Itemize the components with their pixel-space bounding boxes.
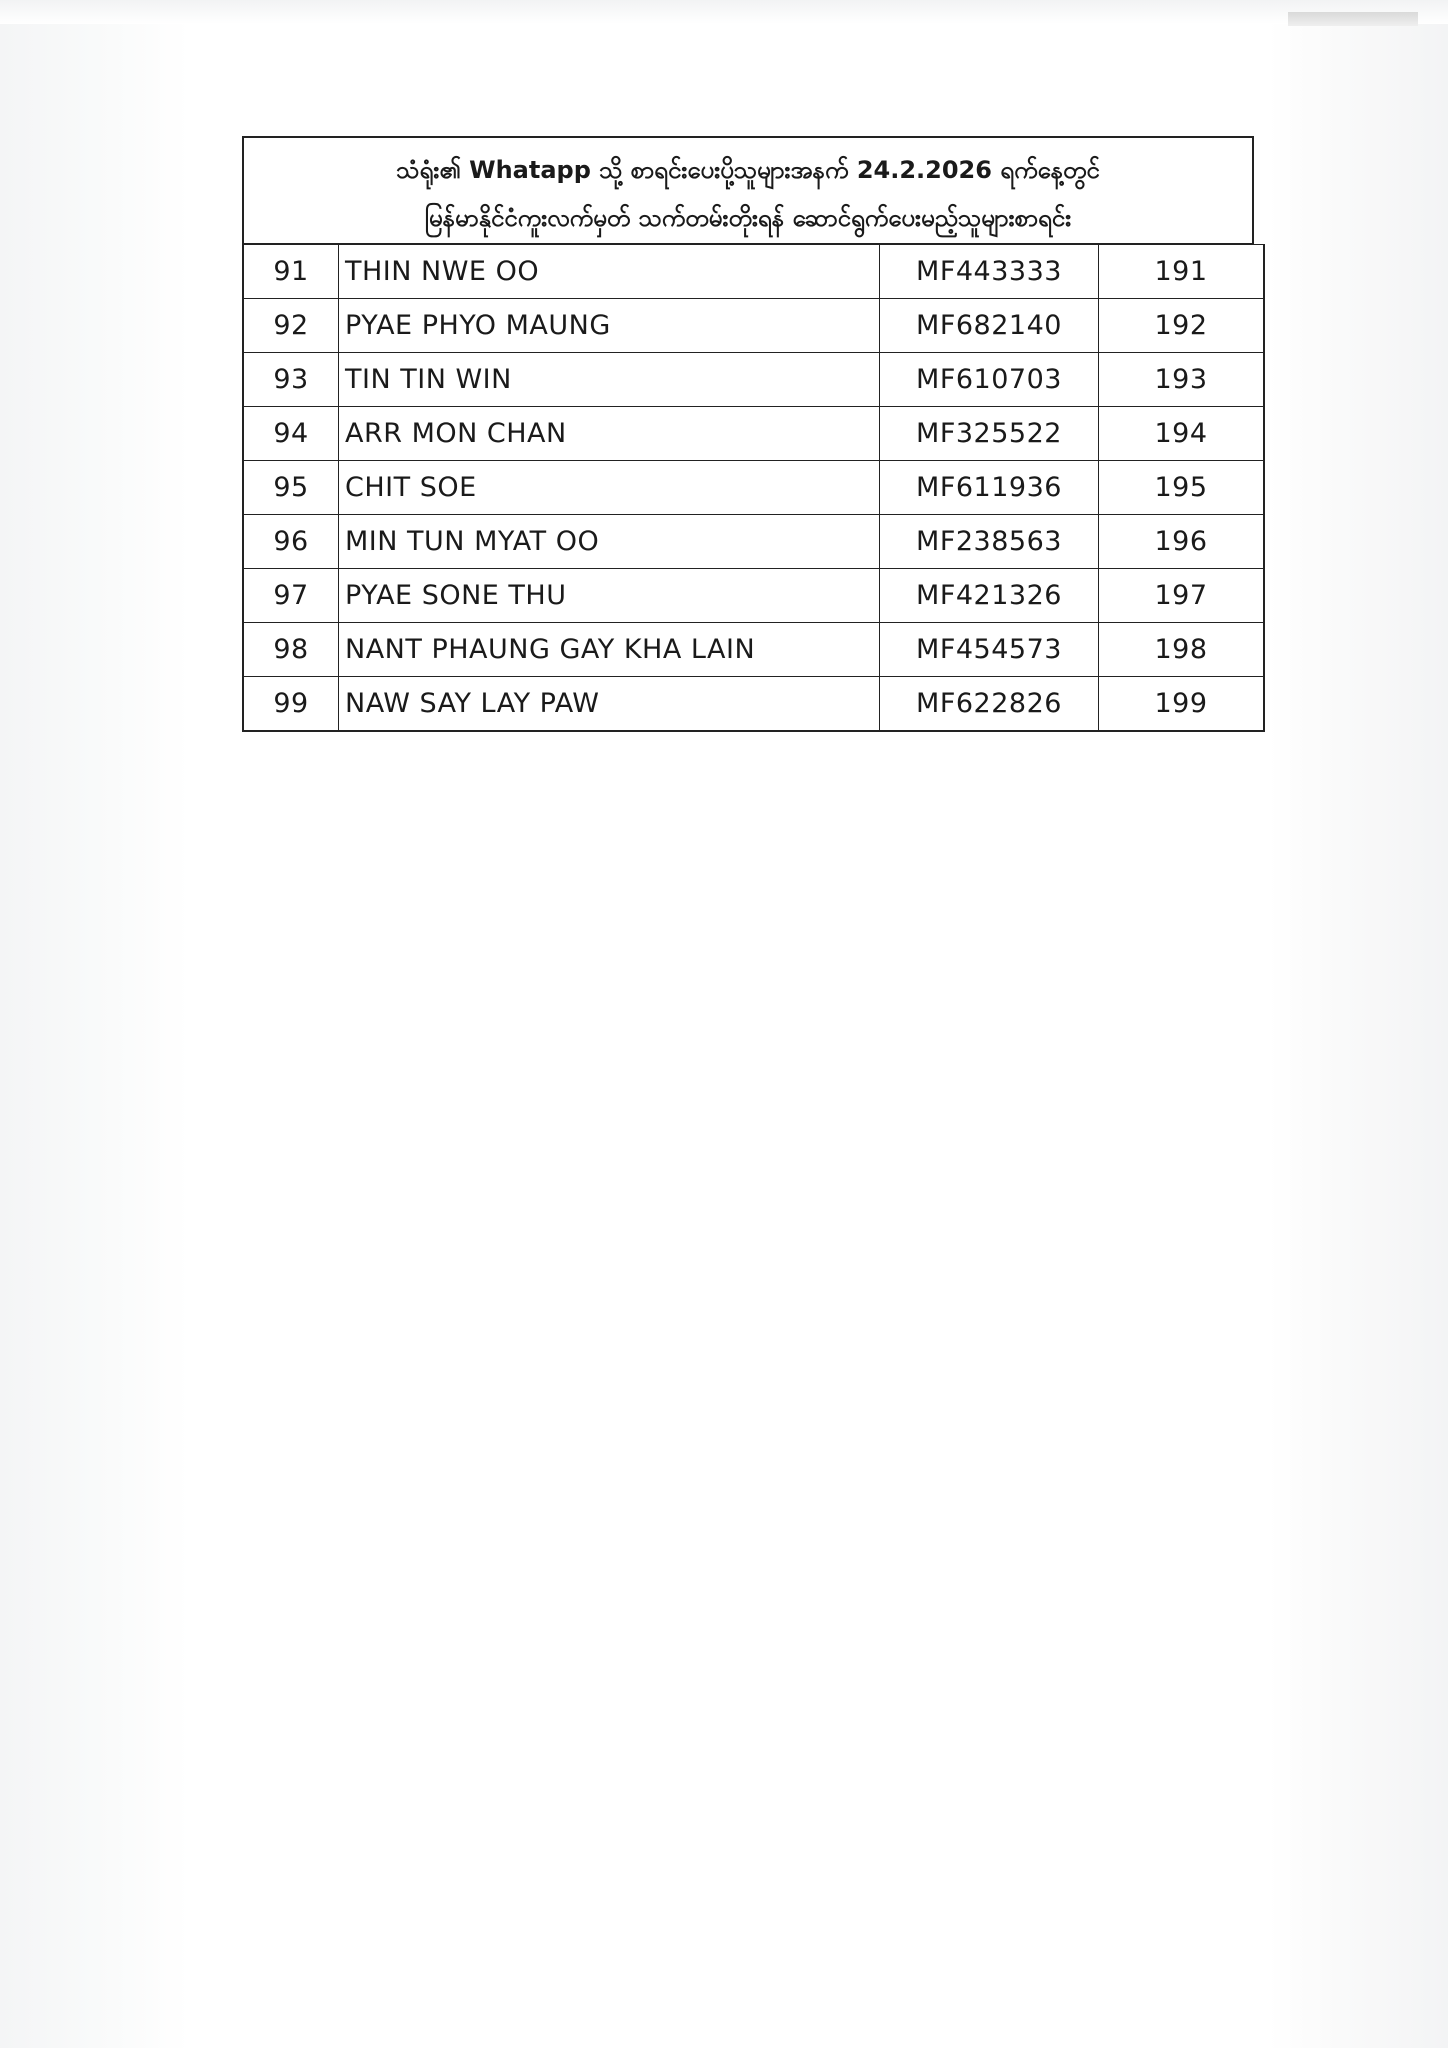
table-row (243, 299, 1264, 353)
name-cell: THIN NWE OO (339, 245, 880, 299)
title-line-2: မြန်မာနိုင်ငံကူးလက်မှတ် သက်တမ်းတိုးရန် ဆောင်ရွက်ပေးမည့်သူများစာရင်း (424, 204, 1072, 232)
roster-table (242, 244, 1265, 732)
table-row (243, 677, 1264, 732)
sequence-number-cell: 192 (1099, 299, 1265, 353)
sequence-number-cell: 196 (1099, 515, 1265, 569)
row-number-cell: 94 (243, 407, 339, 461)
name-cell: MIN TUN MYAT OO (339, 515, 880, 569)
sequence-number-cell: 191 (1099, 245, 1265, 299)
sequence-number-cell: 195 (1099, 461, 1265, 515)
row-number-cell: 91 (243, 245, 339, 299)
table-row (243, 515, 1264, 569)
passport-number-cell: MF682140 (880, 299, 1099, 353)
scan-shadow-right (1268, 0, 1448, 2048)
row-number-cell: 96 (243, 515, 339, 569)
name-cell: PYAE PHYO MAUNG (339, 299, 880, 353)
passport-number-cell: MF622826 (880, 677, 1099, 732)
scan-shadow-left (0, 0, 190, 2048)
scan-shadow-top (0, 0, 1448, 24)
name-cell: NANT PHAUNG GAY KHA LAIN (339, 623, 880, 677)
passport-number-cell: MF443333 (880, 245, 1099, 299)
table-row (243, 623, 1264, 677)
roster-sheet (242, 136, 1254, 732)
row-number-cell: 99 (243, 677, 339, 732)
title-box (242, 136, 1254, 244)
sequence-number-cell: 197 (1099, 569, 1265, 623)
table-row (243, 353, 1264, 407)
name-cell: CHIT SOE (339, 461, 880, 515)
sequence-number-cell: 199 (1099, 677, 1265, 732)
row-number-cell: 97 (243, 569, 339, 623)
passport-number-cell: MF325522 (880, 407, 1099, 461)
table-row (243, 461, 1264, 515)
passport-number-cell: MF454573 (880, 623, 1099, 677)
sequence-number-cell: 198 (1099, 623, 1265, 677)
name-cell: NAW SAY LAY PAW (339, 677, 880, 732)
table-row (243, 569, 1264, 623)
passport-number-cell: MF421326 (880, 569, 1099, 623)
table-row (243, 407, 1264, 461)
row-number-cell: 92 (243, 299, 339, 353)
name-cell: TIN TIN WIN (339, 353, 880, 407)
sequence-number-cell: 194 (1099, 407, 1265, 461)
row-number-cell: 93 (243, 353, 339, 407)
row-number-cell: 98 (243, 623, 339, 677)
name-cell: ARR MON CHAN (339, 407, 880, 461)
passport-number-cell: MF238563 (880, 515, 1099, 569)
roster-table-body (243, 245, 1264, 732)
title-line-1: သံရုံး၏ Whatapp သို့ စာရင်းပေးပို့သူများအနက် 24.2.2026 ရက်နေ့တွင် (396, 156, 1100, 184)
sequence-number-cell: 193 (1099, 353, 1265, 407)
name-cell: PYAE SONE THU (339, 569, 880, 623)
passport-number-cell: MF611936 (880, 461, 1099, 515)
row-number-cell: 95 (243, 461, 339, 515)
passport-number-cell: MF610703 (880, 353, 1099, 407)
scan-corner-mark (1288, 12, 1418, 26)
table-row (243, 245, 1264, 299)
